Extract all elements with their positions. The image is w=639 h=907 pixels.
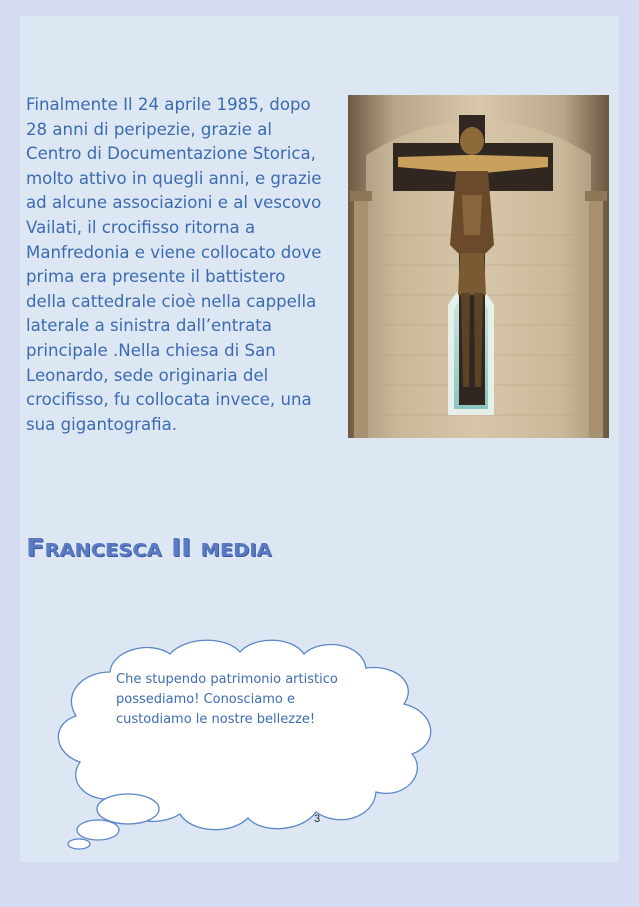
author-name: Francesca II media [26,533,272,562]
thought-bubble-text: Che stupendo patrimonio artistico possediamo! Conosciamo e custodiamo le nostre bellezze! [116,672,338,727]
article-paragraph: Finalmente Il 24 aprile 1985, dopo 28 anni di peripezie, grazie al Centro di Documentazione Storica, molto attivo in quegli anni, e grazie ad alcune associazioni e al vescovo Vailati, il crocifisso ritorna a Manfredonia e viene collocato dove prima era presente il battistero della cattedrale cioè nella cappella laterale a sinistra dall’entrata principale .Nella chiesa di San Leonardo, sede originaria del crocifisso, fu collocata invece, una sua gigantografia. [26,95,322,434]
page-number: 3 [314,813,321,825]
thought-bubble [40,632,450,854]
crucifix-photo [348,95,609,438]
